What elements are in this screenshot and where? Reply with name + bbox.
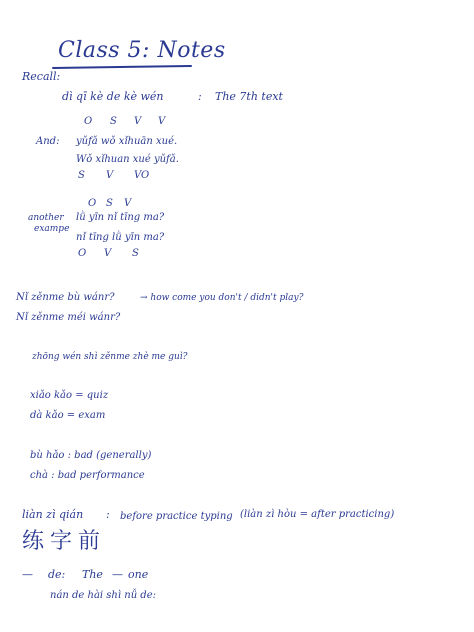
recall-label: Recall: — [22, 70, 61, 83]
svo-v: V — [134, 116, 142, 127]
svo-top-3 — [134, 116, 141, 127]
de-word: de: — [48, 568, 66, 581]
vocab-cha: chà : bad performance — [30, 470, 145, 481]
and-line-1: yǔfǎ wǒ xǐhuān xué. — [76, 136, 178, 147]
svo-bottom-3 — [134, 170, 149, 181]
example-svo-top-1 — [88, 198, 96, 209]
zhongwen-question: zhōng wén shì zěnme zhè me guì? — [32, 352, 188, 362]
example-line-1: lǜ yīn nǐ tīng ma? — [76, 212, 165, 223]
lian-meaning: before practice typing — [120, 511, 233, 522]
example-svo-bottom-1 — [78, 248, 86, 259]
svo-s: S — [78, 170, 85, 181]
question-line-2: Nǐ zěnme méi wánr? — [16, 312, 121, 323]
de-example: nán de hài shì nǚ de: — [50, 590, 156, 601]
title-underline — [52, 65, 192, 69]
recall-colon: : — [198, 90, 202, 103]
vocab-exam: dà kǎo = exam — [30, 410, 106, 421]
svo-o: O — [88, 198, 97, 209]
example-svo-bottom-3 — [132, 248, 139, 259]
de-dash-1: — — [22, 568, 33, 581]
svo-o: O — [84, 116, 93, 127]
example-line-2: nǐ tīng lǜ yīn ma? — [76, 232, 165, 243]
svo-vo: VO — [134, 170, 150, 181]
example-svo-bottom-2 — [104, 248, 111, 259]
recall-line-english: The 7th text — [215, 90, 283, 103]
de-dash-2: — — [112, 568, 123, 581]
svo-s: S — [132, 248, 139, 259]
lian-note: (liàn zì hòu = after practicing) — [240, 509, 395, 520]
svo-bottom-2 — [106, 170, 113, 181]
lian-hanzi: 练字前 — [22, 529, 107, 554]
svo-top-1 — [84, 116, 92, 127]
example-svo-top-2 — [106, 198, 113, 209]
and-line-2: Wǒ xǐhuan xué yǔfǎ. — [76, 154, 179, 165]
lian-pinyin: liàn zì qián — [22, 508, 84, 521]
de-one: one — [128, 568, 149, 581]
example-svo-top-3 — [124, 198, 131, 209]
svo-v: V — [124, 198, 132, 209]
svo-top-2 — [110, 116, 117, 127]
page-title: Class 5: Notes — [58, 38, 226, 63]
svo-o: O — [78, 248, 87, 259]
question-line-1: Nǐ zěnme bù wánr? — [16, 292, 115, 303]
another-example-label-2: exampe — [34, 224, 70, 234]
question-arrow-note: → how come you don't / didn't play? — [140, 293, 304, 303]
svo-bottom-1 — [78, 170, 85, 181]
vocab-bu-hao: bù hǎo : bad (generally) — [30, 450, 152, 461]
svo-s: S — [110, 116, 117, 127]
vocab-quiz: xiǎo kǎo = quiz — [30, 390, 109, 401]
recall-line-pinyin: dì qī kè de kè wén — [62, 90, 164, 103]
svo-s: S — [106, 198, 113, 209]
de-the: The — [82, 568, 103, 581]
svo-v2: V — [158, 116, 166, 127]
svo-v: V — [106, 170, 114, 181]
svo-top-4 — [158, 116, 165, 127]
and-label: And: — [36, 136, 60, 147]
lian-colon: : — [106, 508, 110, 521]
svo-v: V — [104, 248, 112, 259]
another-example-label-1: another — [28, 213, 64, 223]
